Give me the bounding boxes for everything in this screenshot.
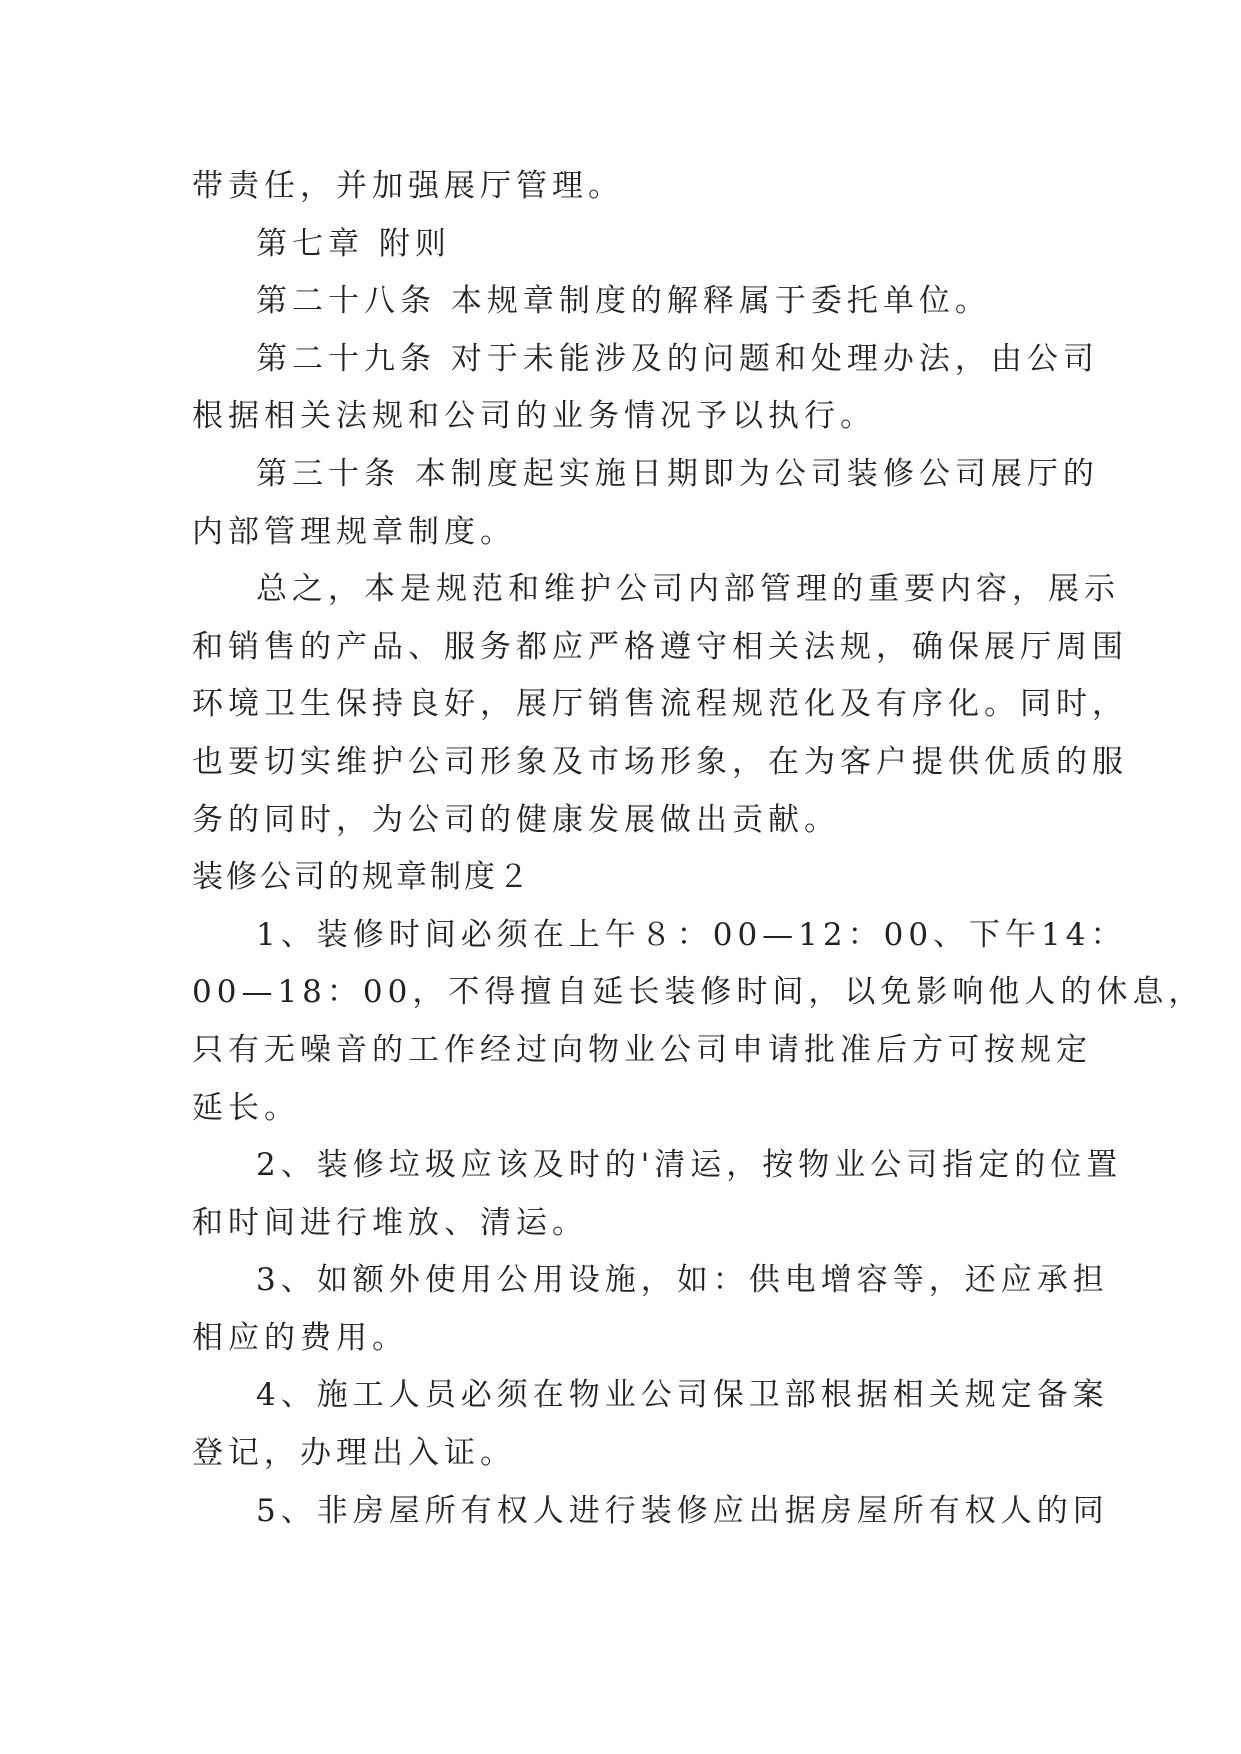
chapter-heading: 第七章 附则 bbox=[256, 225, 451, 262]
section-heading: 装修公司的规章制度２ bbox=[192, 859, 532, 896]
text-line: 和销售的产品、服务都应严格遵守相关法规，确保展厅周围 bbox=[192, 628, 1128, 665]
text-line: 00—18：00，不得擅自延长装修时间，以免影响他人的休息， bbox=[192, 974, 1205, 1011]
text-line: 根据相关法规和公司的业务情况予以执行。 bbox=[192, 398, 876, 435]
text-line: 3、如额外使用公用设施，如：供电增容等，还应承担 bbox=[256, 1262, 1109, 1299]
text-line: 5、非房屋所有权人进行装修应出据房屋所有权人的同 bbox=[256, 1492, 1109, 1529]
text-line: 延长。 bbox=[192, 1089, 300, 1126]
text-line: 带责任，并加强展厅管理。 bbox=[192, 168, 624, 204]
text-line: 环境卫生保持良好，展厅销售流程规范化及有序化。同时， bbox=[192, 686, 1128, 723]
text-line: 也要切实维护公司形象及市场形象，在为客户提供优质的服 bbox=[192, 743, 1128, 780]
document-body bbox=[192, 158, 1205, 1540]
text-line: 相应的费用。 bbox=[192, 1319, 408, 1356]
text-line: 总之，本是规范和维护公司内部管理的重要内容，展示 bbox=[256, 571, 1120, 608]
text-line: 和时间进行堆放、清运。 bbox=[192, 1204, 588, 1241]
text-line: 第三十条 本制度起实施日期即为公司装修公司展厅的 bbox=[256, 455, 1099, 492]
text-line: 务的同时，为公司的健康发展做出贡献。 bbox=[192, 801, 840, 838]
text-line: 登记，办理出入证。 bbox=[192, 1435, 516, 1472]
text-line: 内部管理规章制度。 bbox=[192, 513, 516, 550]
text-line: 1、装修时间必须在上午８：00—12：00、下午14： bbox=[256, 916, 1127, 953]
text-line: 2、装修垃圾应该及时的'清运，按物业公司指定的位置 bbox=[256, 1147, 1123, 1184]
text-line: 第二十八条 本规章制度的解释属于委托单位。 bbox=[256, 283, 991, 320]
text-line: 只有无噪音的工作经过向物业公司申请批准后方可按规定 bbox=[192, 1031, 1092, 1068]
text-line: 4、施工人员必须在物业公司保卫部根据相关规定备案 bbox=[256, 1377, 1109, 1414]
text-line: 第二十九条 对于未能涉及的问题和处理办法，由公司 bbox=[256, 340, 1099, 377]
